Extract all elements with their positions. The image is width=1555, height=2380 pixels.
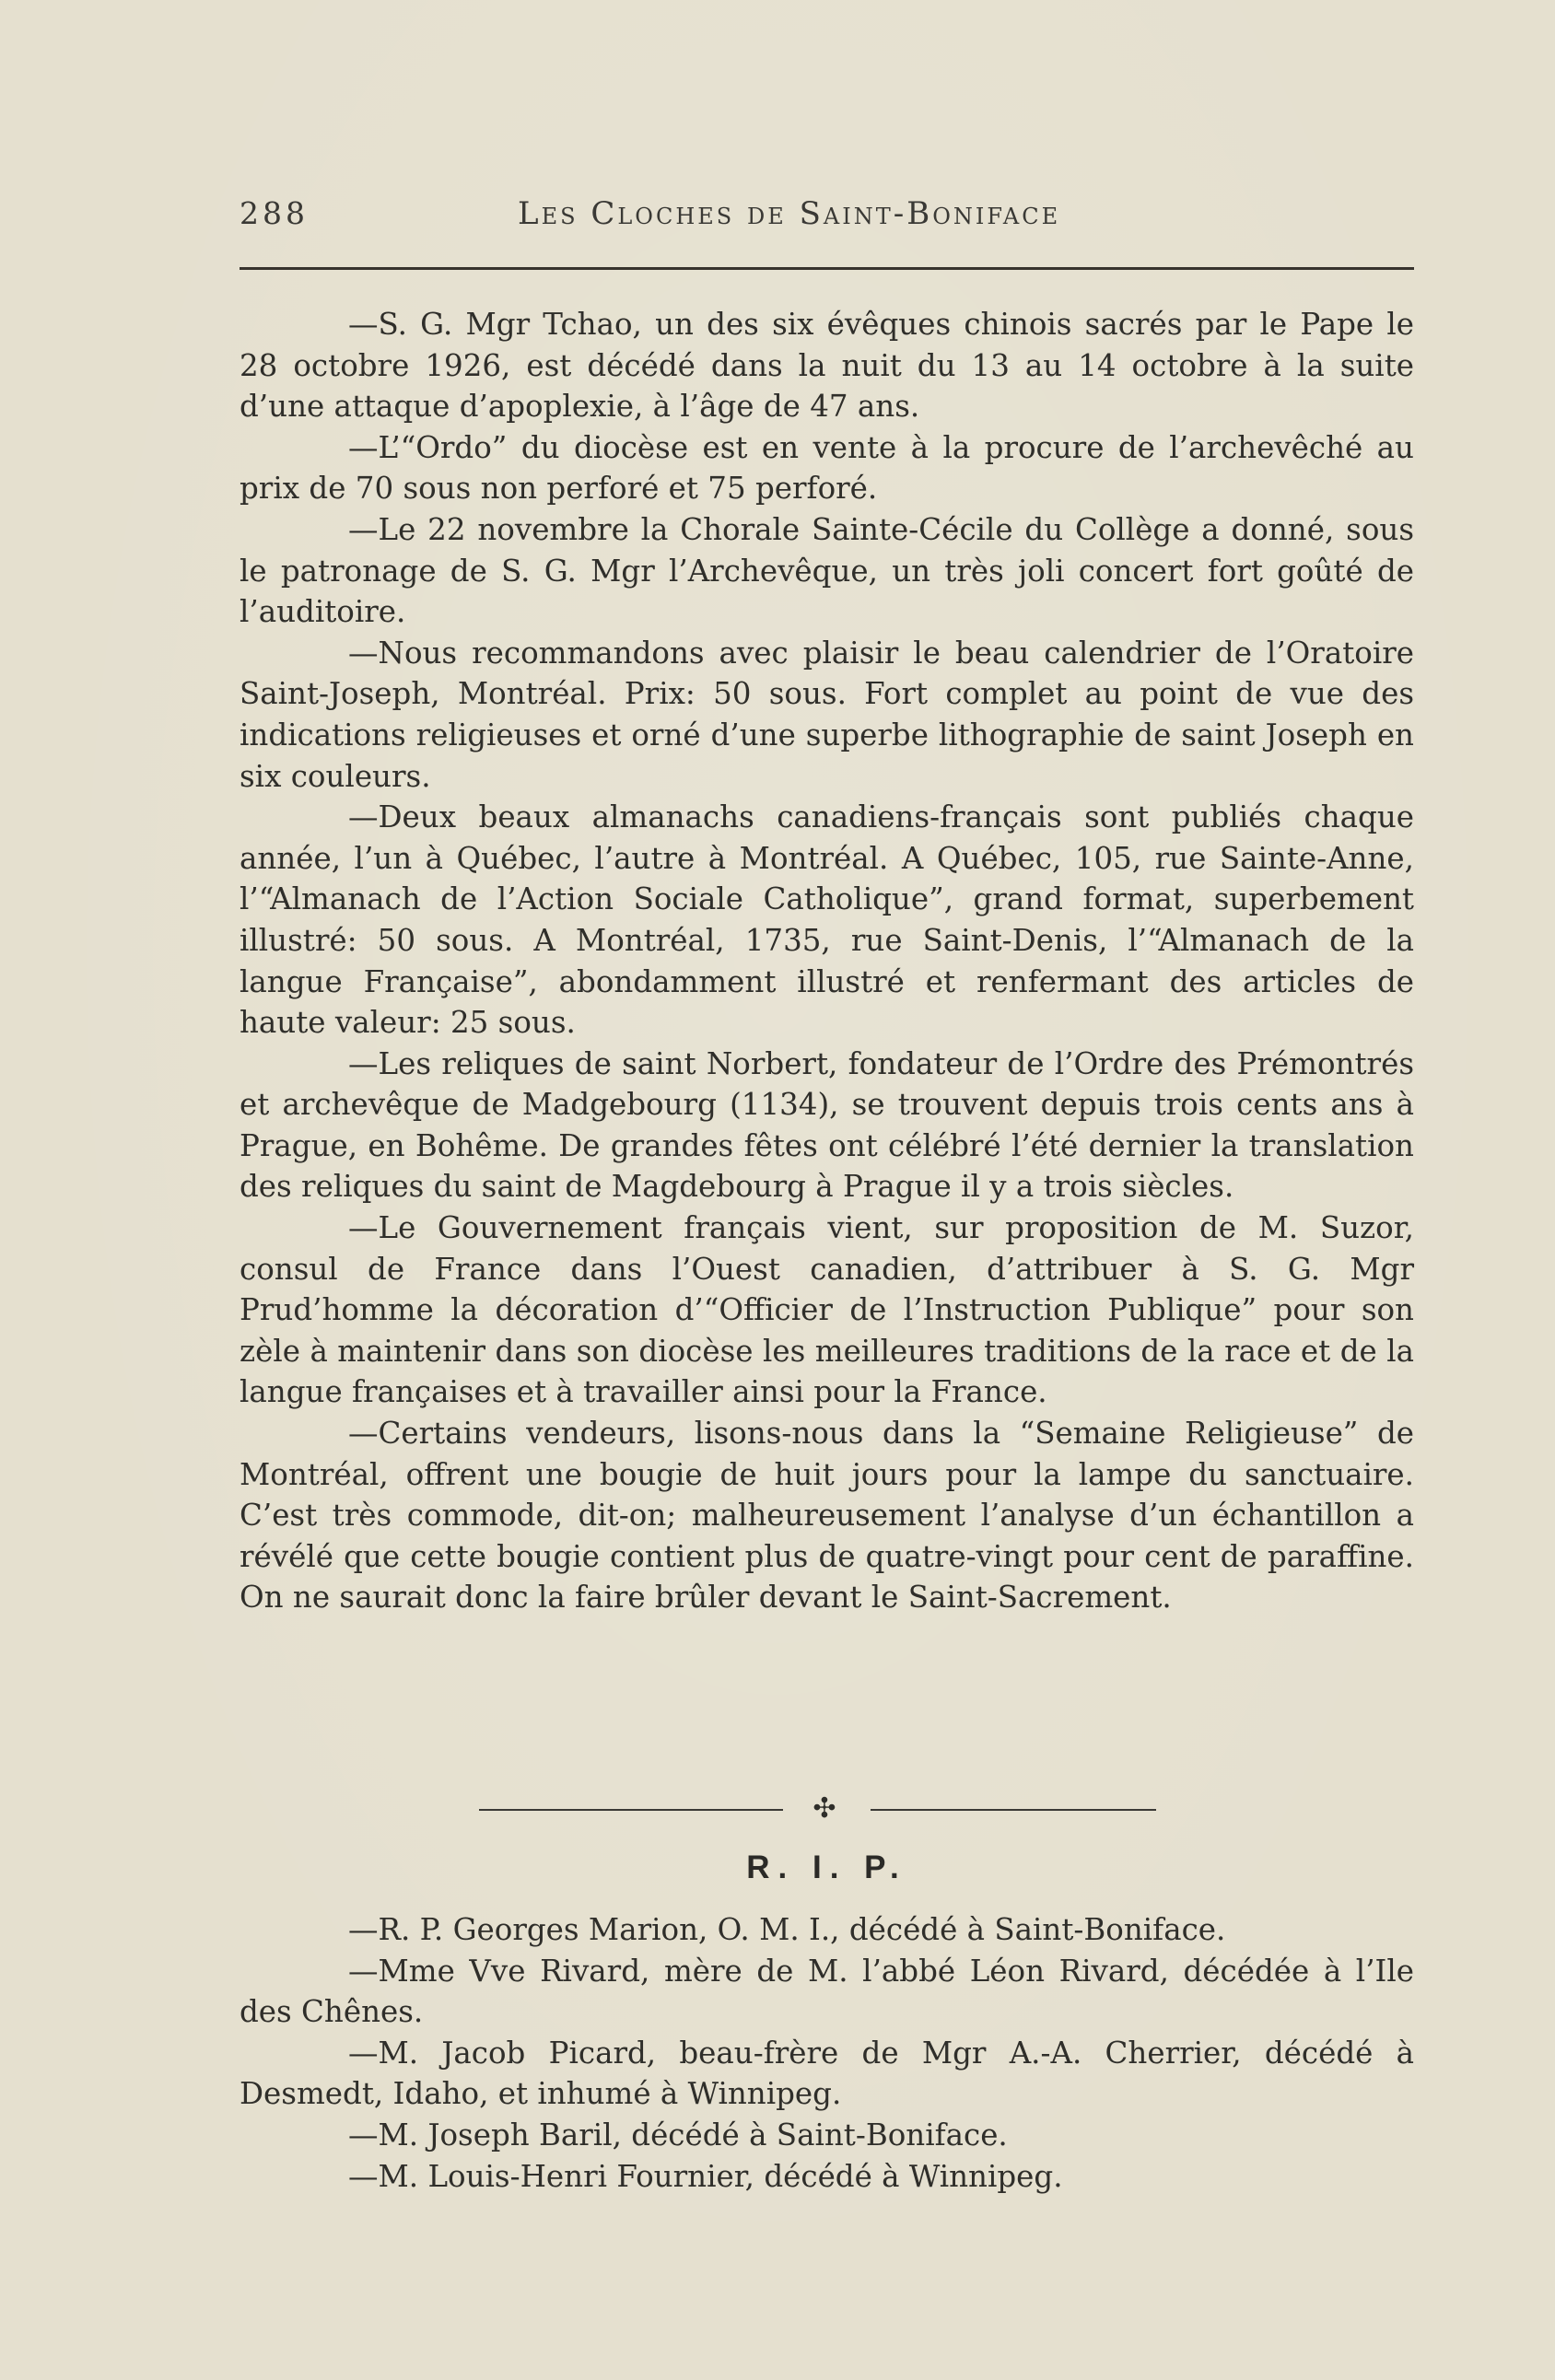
news-paragraph: —Le 22 novembre la Chorale Sainte-Cécile du Collège a donné, sous le patronage de S. G. Mgr l’Archevêque, un très joli concert fort goûté de l’auditoire. xyxy=(240,511,1414,630)
news-paragraph: —S. G. Mgr Tchao, un des six évêques chinois sacrés par le Pape le 28 octobre 1926, est décédé dans la nuit du 13 au 14 octobre à la suite d’une attaque d’apoplexie, à l’âge de 47 ans. xyxy=(240,307,1414,425)
news-paragraph: —Nous recommandons avec plaisir le beau calendrier de l’Oratoire Saint-Joseph, Montréal. Prix: 50 sous. Fort complet au point de vue des indications religieuses et orné d’une superbe lithographie de saint Joseph en six couleurs. xyxy=(240,635,1414,794)
news-items xyxy=(240,304,1414,1618)
obituary-entry: —R. P. Georges Marion, O. M. I., décédé à Saint-Boniface. xyxy=(348,1912,1226,1947)
news-paragraph: —L’“Ordo” du diocèse est en vente à la procure de l’archevêché au prix de 70 sous non perforé et 75 perforé. xyxy=(240,429,1414,507)
separator-line-right xyxy=(871,1809,1156,1811)
obituary-entry: —M. Louis-Henri Fournier, décédé à Winnipeg. xyxy=(348,2158,1063,2194)
news-paragraph: —Le Gouvernement français vient, sur proposition de M. Suzor, consul de France dans l’Ouest canadien, d’attribuer à S. G. Mgr Prud’homme la décoration d’“Officier de l’Instruction Publique” pour son zèle à maintenir dans son diocèse les meilleures traditions de la race et de la langue françaises et à travailler ainsi pour la France. xyxy=(240,1210,1414,1410)
obituary-entry: —M. Joseph Baril, décédé à Saint-Boniface. xyxy=(348,2117,1008,2152)
obituary-list xyxy=(240,1909,1414,2197)
section-separator xyxy=(479,1792,1156,1825)
page-number: 288 xyxy=(240,195,309,231)
obituary-entry: —Mme Vve Rivard, mère de M. l’abbé Léon Rivard, décédée à l’Ile des Chênes. xyxy=(240,1953,1414,2030)
rip-heading: R. I. P. xyxy=(746,1849,907,1885)
news-paragraph: —Les reliques de saint Norbert, fondateur de l’Ordre des Prémontrés et archevêque de Madgebourg (1134), se trouvent depuis trois cents ans à Prague, en Bohême. De grandes fêtes ont célébré l’été dernier la translation des reliques du saint de Magdebourg à Prague il y a trois siècles. xyxy=(240,1045,1414,1205)
news-paragraph: —Certains vendeurs, lisons-nous dans la “Semaine Religieuse” de Montréal, offrent une bougie de huit jours pour la lampe du sanctuaire. C’est très commode, dit-on; malheureusement l’analyse d’un échantillon a révélé que cette bougie contient plus de quatre-vingt pour cent de paraffine. On ne saurait donc la faire brûler devant le Saint-Sacrement. xyxy=(240,1416,1414,1616)
running-title: Les Cloches de Saint-Boniface xyxy=(518,195,1061,232)
cross-ornament-icon: ✣ xyxy=(813,1792,836,1825)
separator-line-left xyxy=(479,1809,783,1811)
news-paragraph: —Deux beaux almanachs canadiens-français sont publiés chaque année, l’un à Québec, l’autre à Montréal. A Québec, 105, rue Sainte-Anne, l’“Almanach de l’Action Sociale Catholique”, grand format, superbement illustré: 50 sous. A Montréal, 1735, rue Saint-Denis, l’“Almanach de la langue Française”, abondamment illustré et renfermant des articles de haute valeur: 25 sous. xyxy=(240,799,1414,1041)
obituary-entry: —M. Jacob Picard, beau-frère de Mgr A.-A. Cherrier, décédé à Desmedt, Idaho, et inhumé à Winnipeg. xyxy=(240,2035,1414,2112)
running-head xyxy=(240,195,1414,251)
header-rule xyxy=(240,267,1414,270)
